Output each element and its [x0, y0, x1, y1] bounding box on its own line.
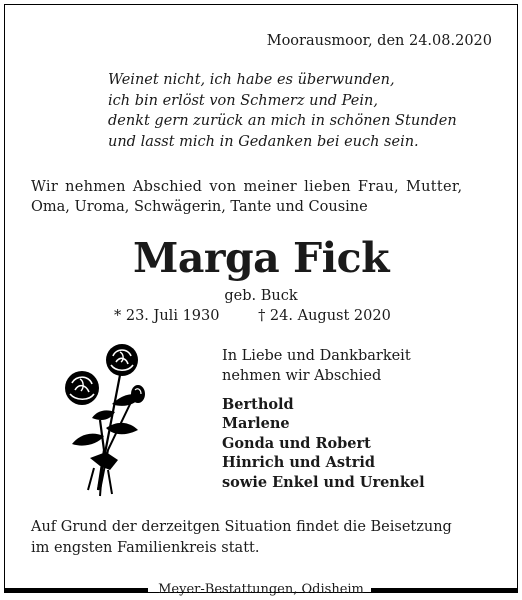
mourners-intro-line: In Liebe und Dankbarkeit: [222, 348, 411, 364]
footer: [4, 581, 518, 599]
deceased-name: Marga Fick: [132, 234, 390, 282]
life-dates: [114, 306, 391, 326]
birth-date: * 23. Juli 1930: [114, 308, 220, 324]
intro-line: Oma, Uroma, Schwägerin, Tante und Cousine: [31, 199, 368, 215]
roses-bouquet-icon: [60, 340, 160, 502]
funeral-note-line: im engsten Familienkreis statt.: [31, 539, 260, 556]
funeral-note: [31, 517, 452, 558]
intro-line: Wir nehmen Abschied von meiner lieben Frau, Mutter,: [31, 179, 463, 195]
mourner-name: sowie Enkel und Urenkel: [222, 473, 425, 491]
undertaker-name: Meyer-Bestattungen, Odisheim: [158, 582, 364, 597]
poem-line: ich bin erlöst von Schmerz und Pein,: [108, 92, 378, 109]
mourners-intro-line: nehmen wir Abschied: [222, 368, 382, 384]
poem: [108, 70, 457, 153]
maiden-name: geb. Buck: [224, 288, 298, 304]
funeral-note-line: Auf Grund der derzeitgen Situation findet die Beisetzung: [31, 519, 452, 535]
mourners-block: [222, 346, 425, 492]
farewell-intro: [31, 177, 493, 217]
mourner-name: Marlene: [222, 415, 290, 433]
mourner-name: Berthold: [222, 396, 294, 413]
poem-line: denkt gern zurück an mich in schönen Stunden: [108, 113, 457, 130]
place-and-date: Moorausmoor, den 24.08.2020: [266, 33, 492, 49]
mourner-name: Gonda und Robert: [222, 434, 371, 452]
poem-line: Weinet nicht, ich habe es überwunden,: [108, 72, 395, 88]
mourners-names: [222, 395, 425, 492]
poem-line: und lasst mich in Gedanken bei euch sein.: [108, 134, 419, 151]
death-date: † 24. August 2020: [258, 308, 391, 324]
mourner-name: Hinrich und Astrid: [222, 454, 375, 472]
